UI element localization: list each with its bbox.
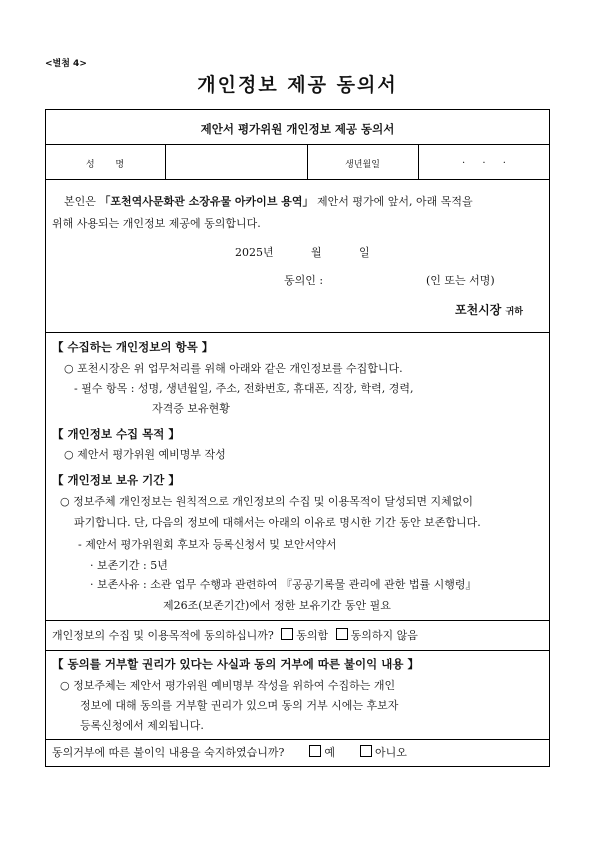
intro-suffix: 제안서 평가에 앞서, 아래 목적을 [317, 195, 473, 208]
agree-checkbox[interactable] [281, 628, 293, 640]
refusal-heading: 【 동의를 거부할 권리가 있다는 사실과 동의 거부에 따른 불이익 내용 】 [52, 657, 419, 671]
signature-hint: (인 또는 서명) [426, 274, 495, 287]
no-checkbox[interactable] [360, 745, 372, 757]
project-name: 「포천역사문화관 소장유물 아카이브 용역」 [99, 195, 314, 208]
yes-label: 예 [324, 746, 336, 759]
no-label: 아니오 [375, 746, 407, 759]
question-acknowledge [52, 744, 407, 760]
consent-intro-line2: 위해 사용되는 개인정보 제공에 동의합니다. [52, 217, 261, 230]
retention-line: - 제안서 평가위원회 후보자 등록신청서 및 보안서약서 [78, 538, 337, 551]
divider [45, 144, 550, 145]
recipient-name: 포천시장 [455, 303, 502, 317]
refusal-line: 정보에 대해 동의를 거부할 권리가 있으며 동의 거부 시에는 후보자 [80, 699, 399, 712]
items-line: ○ 포천시장은 위 업무처리를 위해 아래와 같은 개인정보를 수집합니다. [64, 362, 403, 375]
disagree-checkbox[interactable] [336, 628, 348, 640]
name-field[interactable] [166, 146, 306, 177]
divider [45, 739, 550, 740]
yes-checkbox[interactable] [309, 745, 321, 757]
retention-heading: 【 개인정보 보유 기간 】 [52, 473, 180, 487]
divider [45, 620, 550, 621]
birth-field[interactable]: . . . [462, 155, 506, 166]
question-consent [52, 627, 418, 643]
name-label: 성 명 [85, 160, 125, 170]
recipient [455, 301, 523, 318]
refusal-line: 등록신청에서 제외됩니다. [80, 719, 204, 732]
attachment-label: <별첨 4> [45, 59, 87, 69]
question-acknowledge-text: 동의거부에 따른 불이익 내용을 숙지하였습니까? [52, 746, 285, 759]
question-consent-text: 개인정보의 수집 및 이용목적에 동의하십니까? [52, 629, 274, 642]
divider [45, 650, 550, 651]
retention-line: 제26조(보존기간)에서 정한 보유기간 동안 필요 [163, 599, 391, 612]
retention-line: · 보존기간 : 5년 [90, 559, 168, 572]
document-title: 개인정보 제공 동의서 [197, 74, 398, 96]
consenter-label: 동의인 : [284, 274, 324, 287]
divider [45, 179, 550, 180]
recipient-suffix: 귀하 [505, 307, 523, 317]
retention-line: ○ 정보주체 개인정보는 원칙적으로 개인정보의 수집 및 이용목적이 달성되면 지체없이 [60, 495, 473, 508]
date-month: 월 [311, 246, 322, 259]
refusal-line: ○ 정보주체는 제안서 평가위원 예비명부 작성을 위하여 수집하는 개인 [60, 679, 396, 692]
intro-prefix: 본인은 [64, 195, 96, 208]
date-year: 2025년 [235, 246, 274, 259]
purpose-line: ○ 제안서 평가위원 예비명부 작성 [64, 448, 226, 461]
table-title: 제안서 평가위원 개인정보 제공 동의서 [200, 122, 395, 136]
items-line: 자격증 보유현황 [152, 402, 230, 415]
birth-label: 생년월일 [345, 160, 380, 170]
items-heading: 【 수집하는 개인정보의 항목 】 [52, 340, 214, 354]
retention-line: 파기합니다. 단, 다음의 정보에 대해서는 아래의 이유로 명시한 기간 동안 보존합니다. [74, 516, 481, 529]
agree-label: 동의함 [296, 629, 329, 642]
date-day: 일 [359, 246, 370, 259]
items-line: - 필수 항목 : 성명, 생년월일, 주소, 전화번호, 휴대폰, 직장, 학력, 경력, [74, 382, 414, 395]
divider [45, 332, 550, 333]
consent-intro [64, 193, 473, 209]
purpose-heading: 【 개인정보 수집 목적 】 [52, 427, 180, 441]
disagree-label: 동의하지 않음 [350, 629, 418, 642]
retention-line: · 보존사유 : 소관 업무 수행과 관련하여 『공공기록물 관리에 관한 법률 시행령』 [90, 578, 477, 591]
